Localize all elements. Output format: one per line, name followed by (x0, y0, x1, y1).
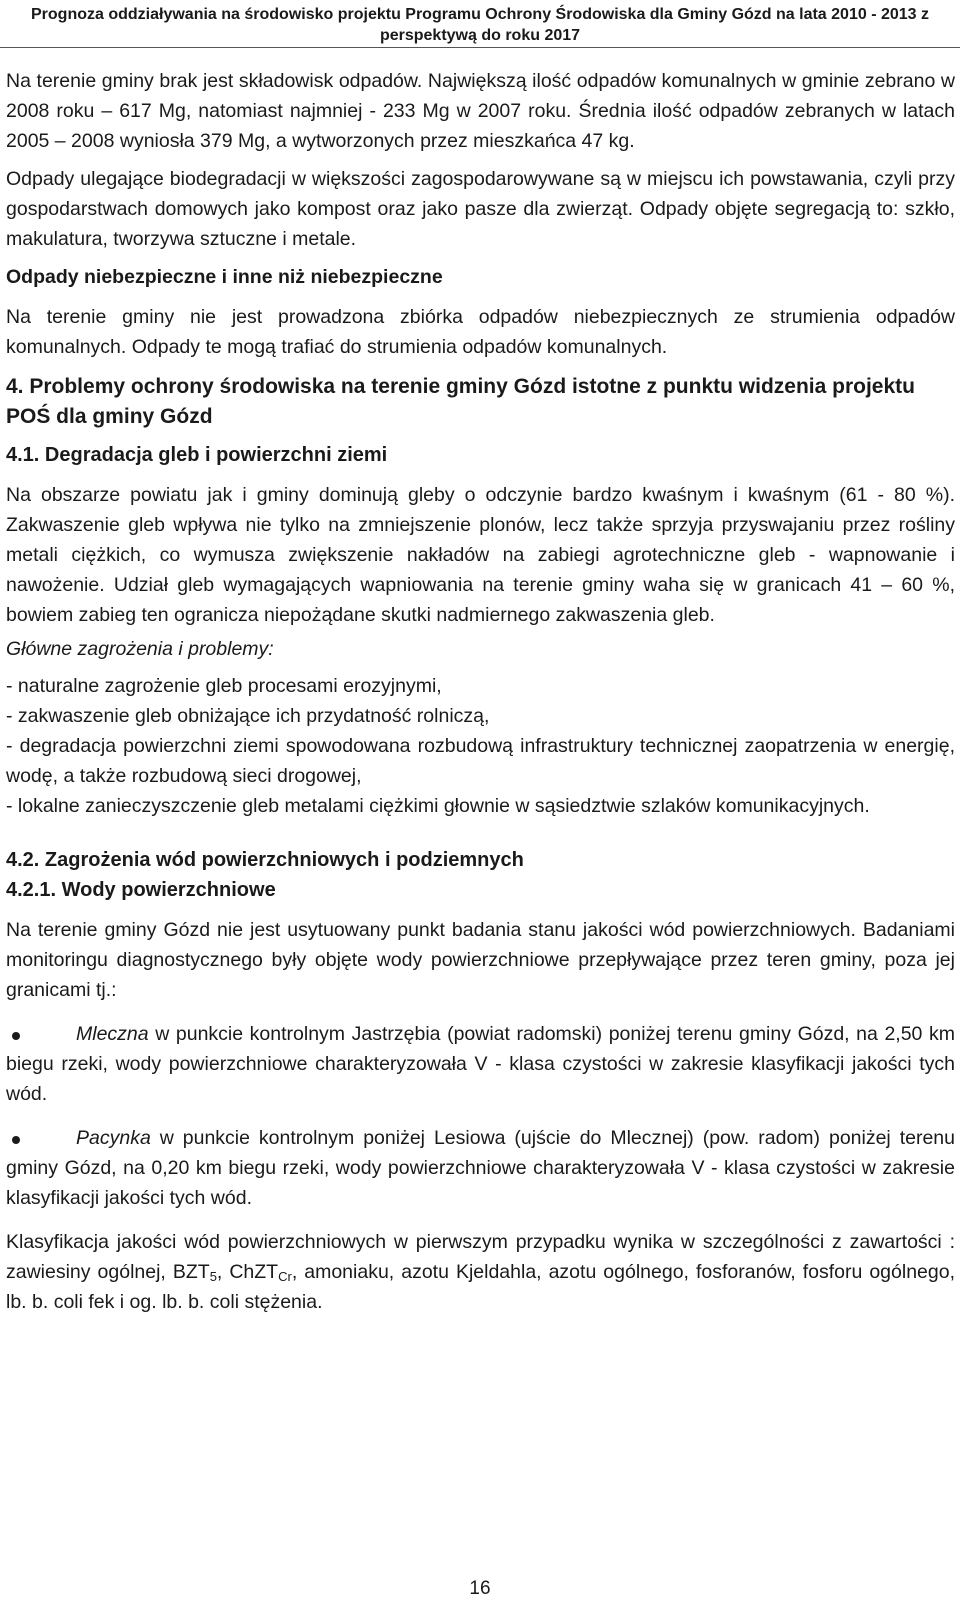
bullet-text: w punkcie kontrolnym poniżej Lesiowa (ujście do Mlecznej) (pow. radom) poniżej terenu gminy Gózd, na 0,20 km biegu rzeki, wody powierzchniowe charakteryzowała V - klasa czystości w zakresie klasyfikacji jakości tych wód. (6, 1127, 955, 1209)
page-content (6, 66, 955, 1317)
header-line-1: Prognoza oddziaływania na środowisko projektu Programu Ochrony Środowiska dla Gminy Gózd na lata 2010 - 2013 z (31, 6, 929, 23)
paragraph-hazardous-waste: Na terenie gminy nie jest prowadzona zbiórka odpadów niebezpiecznych ze strumienia odpadów komunalnych. Odpady te mogą trafiać do strumienia odpadów komunalnych. (6, 306, 955, 358)
subscript-bzt: 5 (209, 1269, 217, 1284)
header-divider (0, 47, 960, 48)
paragraph-soil: Na obszarze powiatu jak i gminy dominują gleby o odczynie bardzo kwaśnym i kwaśnym (61 - 80 %). Zakwaszenie gleb wpływa nie tylko na zmniejszenie plonów, lecz także sprzyja przyswajaniu przez rośliny metali ciężkich, co wymusza zwiększenie nakładów na zabiegi agrotechniczne gleb - wapnowanie i nawożenie. Udział gleb wymagających wapniowania na terenie gminy waha się w granicach 41 – 60 %, bowiem zabieg ten ogranicza niepożądane skutki nadmiernego zakwaszenia gleb. (6, 484, 955, 626)
paragraph-surface-water: Na terenie gminy Gózd nie jest usytuowany punkt badania stanu jakości wód powierzchniowych. Badaniami monitoringu diagnostycznego były objęte wody powierzchniowe przepływające przez teren gminy, poza jej granicami tj.: (6, 919, 955, 1001)
list-item: - naturalne zagrożenie gleb procesami erozyjnymi, (6, 675, 442, 697)
classification-text-2: , ChZT (216, 1261, 279, 1283)
bullet-item-pacynka (6, 1123, 955, 1213)
running-header (0, 4, 960, 46)
classification-text-3: , amoniaku, azotu Kjeldahla, azotu ogólnego, fosforanów, fosforu ogólnego, lb. b. coli fek i og. lb. b. coli stężenia. (6, 1261, 955, 1313)
subscript-chzt: Cr (278, 1269, 292, 1284)
paragraph-classification (6, 1227, 955, 1317)
list-item: - zakwaszenie gleb obniżające ich przydatność rolniczą, (6, 705, 490, 727)
paragraph-waste-collection: Na terenie gminy brak jest składowisk odpadów. Największą ilość odpadów komunalnych w gminie zebrano w 2008 roku – 617 Mg, natomiast najmniej - 233 Mg w 2007 roku. Średnia ilość odpadów zebranych w latach 2005 – 2008 wyniosła 379 Mg, a wytworzonych przez mieszkańca 47 kg. (6, 70, 955, 152)
list-item: - degradacja powierzchni ziemi spowodowana rozbudową infrastruktury technicznej zaopatrzenia w energię, wodę, a także rozbudową sieci drogowej, (6, 735, 955, 787)
bullet-icon (12, 1032, 20, 1040)
heading-section-4: 4. Problemy ochrony środowiska na terenie gminy Gózd istotne z punktu widzenia projektu POŚ dla gminy Gózd (6, 375, 915, 428)
river-name: Mleczna (76, 1023, 149, 1045)
paragraph-biodegradable: Odpady ulegające biodegradacji w większości zagospodarowywane są w miejscu ich powstawania, czyli przy gospodarstwach domowych jako kompost oraz jako pasze dla zwierząt. Odpady objęte segregacją to: szkło, makulatura, tworzywa sztuczne i metale. (6, 168, 955, 250)
heading-section-4-2: 4.2. Zagrożenia wód powierzchniowych i podziemnych (6, 849, 524, 871)
list-item: - lokalne zanieczyszczenie gleb metalami ciężkimi głownie w sąsiedztwie szlaków komunikacyjnych. (6, 795, 870, 817)
heading-section-4-1: 4.1. Degradacja gleb i powierzchni ziemi (6, 444, 388, 466)
bullet-icon (12, 1136, 20, 1144)
classification-text-1: Klasyfikacja jakości wód powierzchniowych w pierwszym przypadku wynika w szczególności z zawartości : zawiesiny ogólnej, BZT (6, 1231, 955, 1283)
heading-section-4-2-1: 4.2.1. Wody powierzchniowe (6, 879, 276, 901)
heading-main-threats: Główne zagrożenia i problemy: (6, 638, 274, 660)
heading-hazardous-waste: Odpady niebezpieczne i inne niż niebezpieczne (6, 266, 443, 288)
threats-list (6, 671, 955, 821)
header-line-2: perspektywą do roku 2017 (379, 27, 581, 44)
page-number: 16 (469, 1578, 491, 1599)
bullet-text: w punkcie kontrolnym Jastrzębia (powiat radomski) poniżej terenu gminy Gózd, na 2,50 km biegu rzeki, wody powierzchniowe charakteryzowała V - klasa czystości w zakresie klasyfikacji jakości tych wód. (6, 1023, 955, 1105)
river-name: Pacynka (76, 1127, 151, 1149)
bullet-item-mleczna (6, 1019, 955, 1109)
